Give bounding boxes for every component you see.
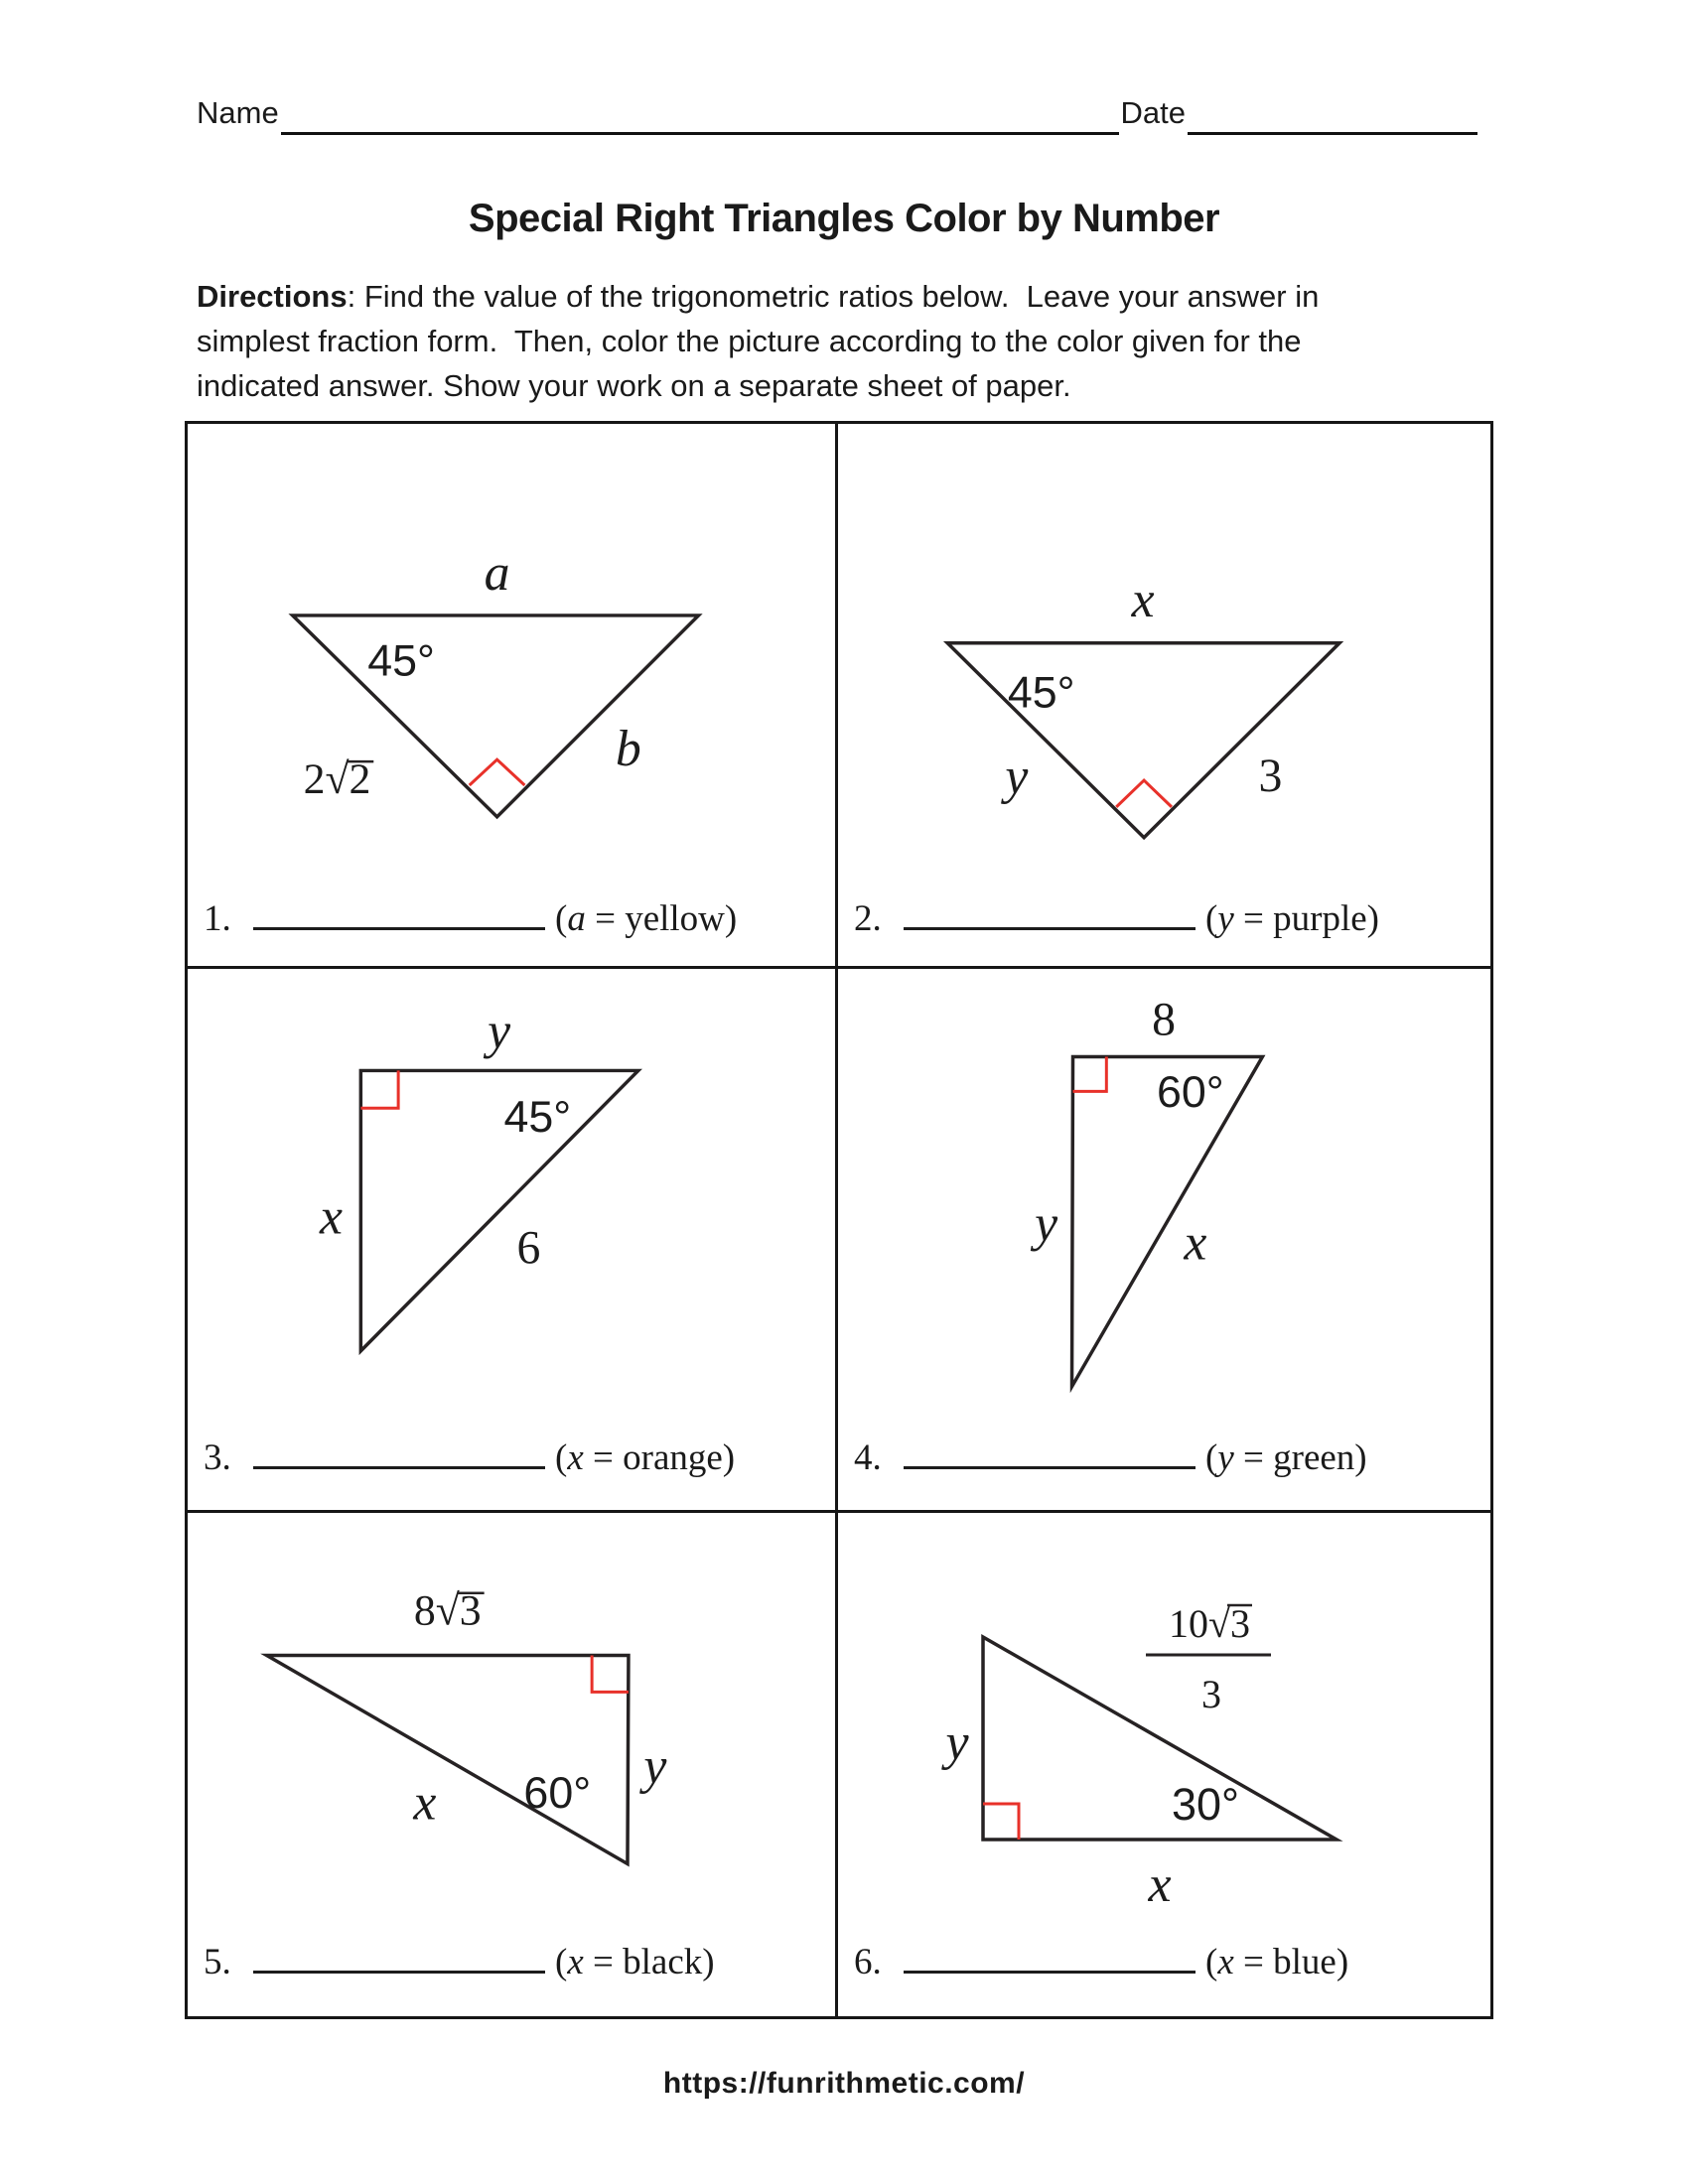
directions-line-2: simplest fraction form. Then, color the picture according to the color given for the: [197, 324, 1302, 358]
name-date-row: [197, 95, 1479, 135]
angle-label: 45°: [503, 1092, 572, 1143]
answer-line-4: [854, 1436, 1367, 1479]
side-label-top: y: [488, 1003, 511, 1060]
directions-line-1: [197, 274, 1468, 319]
angle-label: 60°: [523, 1767, 592, 1818]
side-label-right: y: [643, 1737, 667, 1795]
angle-label: 30°: [1171, 1779, 1240, 1830]
right-angle-icon: [470, 759, 525, 785]
angle-label: 45°: [367, 635, 435, 686]
directions-label: Directions: [197, 279, 348, 314]
answer-blank: [904, 927, 1196, 930]
hypotenuse-label: x: [1184, 1214, 1207, 1272]
problem-cell-6: [838, 1513, 1490, 2019]
name-label: Name: [197, 95, 279, 130]
side-label-top: 8√3: [413, 1586, 482, 1635]
answer-variable: y: [1217, 898, 1234, 939]
answer-color-text: = yellow): [585, 898, 738, 939]
right-angle-icon: [592, 1656, 629, 1693]
name-blank-line: [281, 96, 1119, 135]
answer-blank: [904, 1466, 1196, 1469]
problems-table: [185, 421, 1493, 2019]
answer-blank: [253, 1466, 545, 1469]
right-angle-icon: [360, 1070, 398, 1108]
problem-cell-4: [838, 969, 1490, 1513]
answer-color-text: = blue): [1233, 1942, 1349, 1982]
answer-blank: [253, 927, 545, 930]
problem-number: 4.: [854, 1437, 882, 1478]
answer-line-1: [204, 897, 737, 940]
triangle-figure-3: [188, 969, 835, 1510]
side-label-left: y: [1035, 1195, 1058, 1253]
hypotenuse-fraction-denominator: 3: [1201, 1672, 1221, 1716]
answer-variable: x: [1217, 1942, 1234, 1982]
right-angle-icon: [1116, 780, 1172, 807]
page-title: Special Right Triangles Color by Number: [468, 197, 1220, 240]
answer-color-text: = black): [583, 1942, 715, 1982]
answer-variable: x: [567, 1942, 584, 1982]
right-angle-icon: [983, 1804, 1019, 1840]
angle-label: 60°: [1157, 1067, 1224, 1118]
side-label-left: 2√2: [303, 754, 371, 803]
side-label-right: b: [615, 721, 641, 778]
side-label-top: a: [484, 545, 510, 603]
side-label-top: x: [1131, 571, 1155, 628]
answer-open-paren: (: [555, 898, 568, 939]
right-angle-icon: [1073, 1057, 1107, 1092]
answer-open-paren: (: [1205, 1437, 1218, 1478]
triangle-2: [947, 643, 1339, 838]
triangle-3: [360, 1070, 637, 1350]
angle-label: 45°: [1007, 667, 1075, 718]
answer-blank: [253, 1971, 545, 1974]
directions-line-3: indicated answer. Show your work on a separate sheet of paper.: [197, 368, 1071, 403]
side-label-left: y: [1005, 748, 1029, 805]
hypotenuse-label: x: [413, 1774, 437, 1832]
answer-line-6: [854, 1941, 1348, 1983]
answer-open-paren: (: [1205, 898, 1218, 939]
answer-variable: y: [1217, 1437, 1234, 1478]
side-label-left: x: [320, 1188, 343, 1246]
answer-color-text: = purple): [1233, 898, 1379, 939]
answer-color-text: = orange): [583, 1437, 736, 1478]
answer-line-3: [204, 1436, 735, 1479]
side-label-right: 3: [1258, 749, 1283, 802]
problem-cell-2: [838, 424, 1490, 969]
hypotenuse-fraction-numerator: 10√3: [1169, 1601, 1250, 1646]
side-label-left: y: [945, 1714, 969, 1771]
answer-open-paren: (: [555, 1437, 568, 1478]
problem-number: 2.: [854, 898, 882, 939]
hypotenuse-label: 6: [516, 1221, 541, 1275]
side-label-top: 8: [1152, 993, 1176, 1046]
problem-number: 1.: [204, 898, 231, 939]
answer-blank: [904, 1971, 1196, 1974]
problem-number: 6.: [854, 1942, 882, 1982]
answer-variable: x: [567, 1437, 584, 1478]
problem-cell-3: [188, 969, 838, 1513]
directions-line-1-text: : Find the value of the trigonometric ratios below. Leave your answer in: [347, 279, 1320, 314]
side-label-bottom: x: [1148, 1856, 1172, 1913]
problem-cell-5: [188, 1513, 838, 2019]
problem-number: 3.: [204, 1437, 231, 1478]
answer-open-paren: (: [1205, 1942, 1218, 1982]
triangle-figure-2: [838, 424, 1490, 966]
answer-color-text: = green): [1233, 1437, 1367, 1478]
answer-line-2: [854, 897, 1379, 940]
answer-line-5: [204, 1941, 715, 1983]
problem-cell-1: [188, 424, 838, 969]
triangle-figure-1: [188, 424, 835, 966]
directions-paragraph: [197, 274, 1468, 408]
triangle-6: [983, 1637, 1336, 1840]
answer-variable: a: [567, 898, 586, 939]
date-blank-line: [1188, 96, 1477, 135]
date-label: Date: [1120, 95, 1186, 130]
triangle-figure-4: [838, 969, 1490, 1510]
problem-number: 5.: [204, 1942, 231, 1982]
answer-open-paren: (: [555, 1942, 568, 1982]
footer-url: https://funrithmetic.com/: [662, 2067, 1026, 2100]
triangle-5: [267, 1656, 629, 1864]
